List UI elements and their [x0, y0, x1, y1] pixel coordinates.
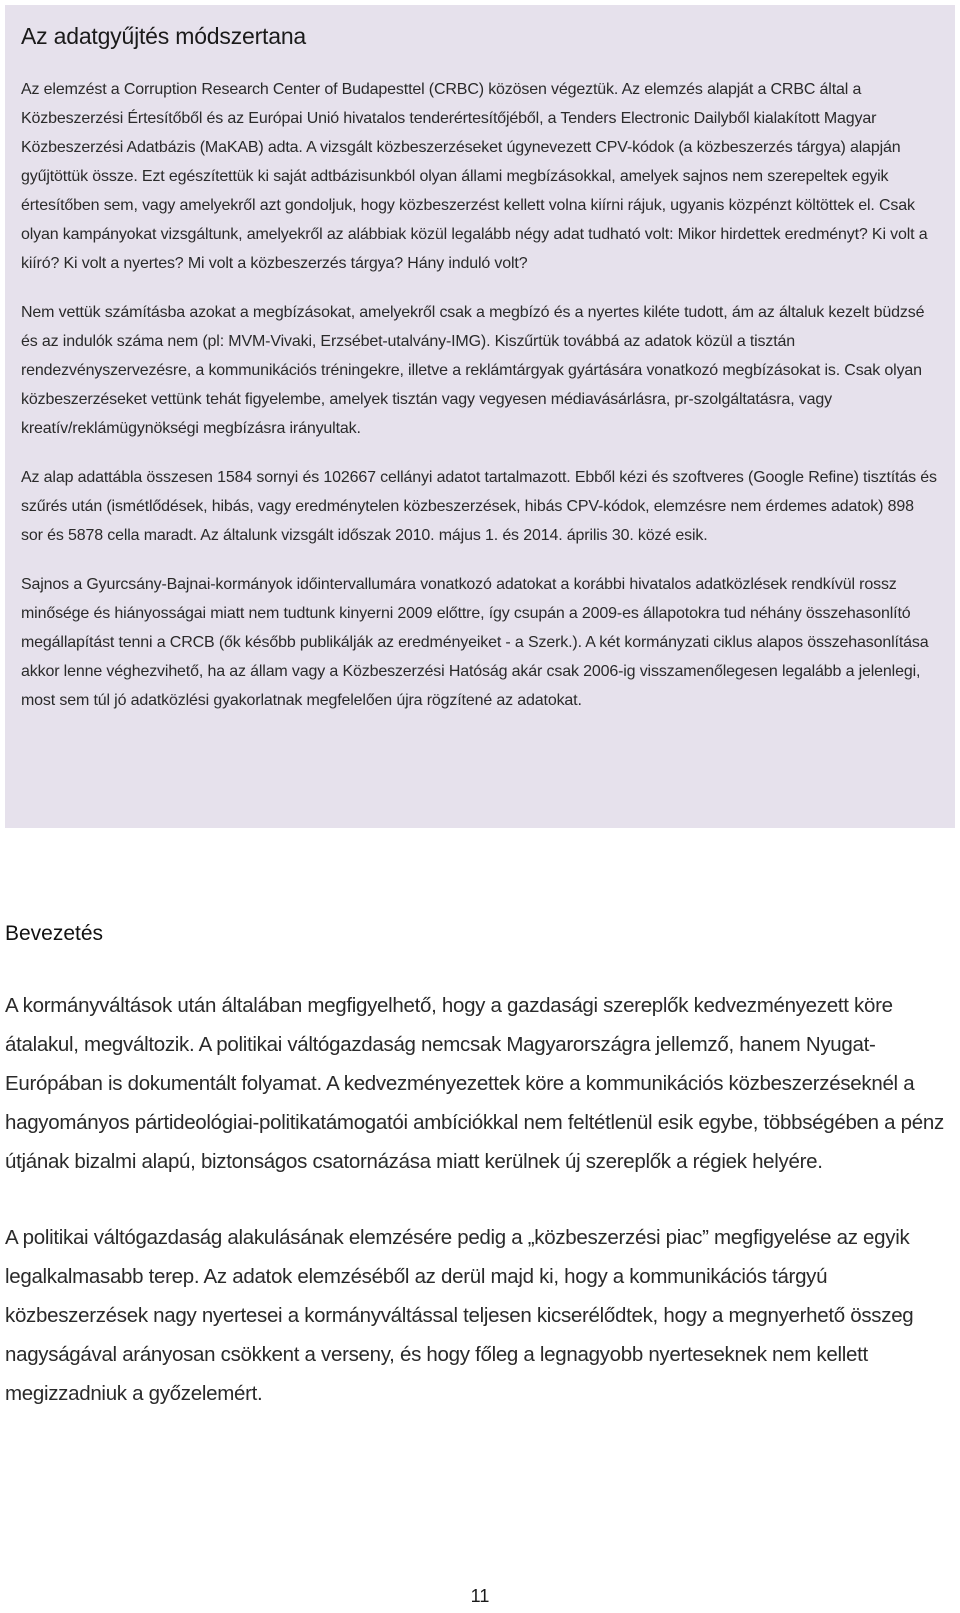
introduction-section: [5, 916, 955, 1413]
methodology-paragraph-3: Az alap adattábla összesen 1584 sornyi és 102667 cellányi adatot tartalmazott. Ebből kézi és szoftveres (Google Refine) tisztítás és szűrés után (ismétlődések, hibás, vagy eredménytelen közbeszerzések, hibás CPV-kódok, elemzésre nem érdemes adatok) 898 sor és 5878 cella maradt. Az általunk vizsgált időszak 2010. május 1. és 2014. április 30. közé esik.: [21, 469, 937, 544]
methodology-paragraph-1: Az elemzést a Corruption Research Center of Budapesttel (CRBC) közösen végeztük. Az elemzés alapját a CRBC által a Közbeszerzési Értesítőből és az Európai Unió hivatalos tenderértesítőjéből, a Tenders Electronic Dailyből kialakított Magyar Közbeszerzési Adatbázis (MaKAB) adta. A vizsgált közbeszerzéseket úgynevezett CPV-kódok (a közbeszerzés tárgya) alapján gyűjtöttük össze. Ezt egészítettük ki saját adtbázisunkból olyan állami megbízásokkal, amelyek sajnos nem szerepeltek egyik értesítőben sem, vagy amelyekről azt gondoljuk, hogy közbeszerzést kellett volna kiírni rájuk, ugyanis közpénzt költöttek el. Csak olyan kampányokat vizsgáltunk, amelyekről az alábbiak közül legalább négy adat tudható volt: Mikor hirdettek eredményt? Ki volt a kiíró? Ki volt a nyertes? Mi volt a közbeszerzés tárgya? Hány induló volt?: [21, 81, 928, 272]
methodology-paragraph-4: Sajnos a Gyurcsány-Bajnai-kormányok időintervallumára vonatkozó adatokat a korábbi hivatalos adatközlések rendkívül rossz minősége és hiányosságai miatt nem tudtunk kinyerni 2009 előttre, így csupán a 2009-es állapotokra tud néhány összehasonlító megállapítást tenni a CRCB (ők később publikálják az eredményeiket - a Szerk.). A két kormányzati ciklus alapos összehasonlítása akkor lenne véghezvihető, ha az állam vagy a Közbeszerzési Hatóság akár csak 2006-ig visszamenőlegesen legalább a jelenlegi, most sem túl jó adatközlési gyakorlatnak megfelelően újra rögzítené az adatokat.: [21, 576, 929, 709]
introduction-paragraph-1: A kormányváltások után általában megfigyelhető, hogy a gazdasági szereplők kedvezményezett köre átalakul, megváltozik. A politikai váltógazdaság nemcsak Magyarországra jellemző, hanem Nyugat-Európában is dokumentált folyamat. A kedvezményezettek köre a kommunikációs közbeszerzéseknél a hagyományos pártideológiai-politikatámogatói ambíciókkal nem feltétlenül esik egybe, többségében a pénz útjának bizalmi alapú, biztonságos csatornázása miatt kerülnek új szereplők a régiek helyére.: [5, 994, 944, 1173]
introduction-title: Bevezetés: [5, 922, 104, 945]
methodology-title: Az adatgyűjtés módszertana: [21, 23, 307, 49]
introduction-paragraph-2: A politikai váltógazdaság alakulásának elemzésére pedig a „közbeszerzési piac” megfigyelése az egyik legalkalmasabb terep. Az adatok elemzéséből az derül majd ki, hogy a kommunikációs tárgyú közbeszerzések nagy nyertesei a kormányváltással teljesen kicserélődtek, hogy a megnyerhető összeg nagyságával arányosan csökkent a verseny, és hogy főleg a legnagyobb nyerteseknek nem kellett megizzadniuk a győzelemért.: [5, 1226, 914, 1405]
methodology-box: [5, 5, 955, 828]
methodology-paragraph-2: Nem vettük számításba azokat a megbízásokat, amelyekről csak a megbízó és a nyertes kiléte tudott, ám az általuk kezelt büdzsé és az indulók száma nem (pl: MVM-Vivaki, Erzsébet-utalvány-IMG). Kiszűrtük továbbá az adatok közül a tisztán rendezvényszervezésre, a kommunikációs tréningekre, illetve a reklámtárgyak gyártására vonatkozó megbízásokat is. Csak olyan közbeszerzéseket vettünk tehát figyelembe, amelyek tisztán vagy vegyesen médiavásárlásra, pr-szolgáltatásra, vagy kreatív/reklámügynökségi megbízásra irányultak.: [21, 304, 925, 437]
page-number: 11: [470, 1586, 490, 1606]
